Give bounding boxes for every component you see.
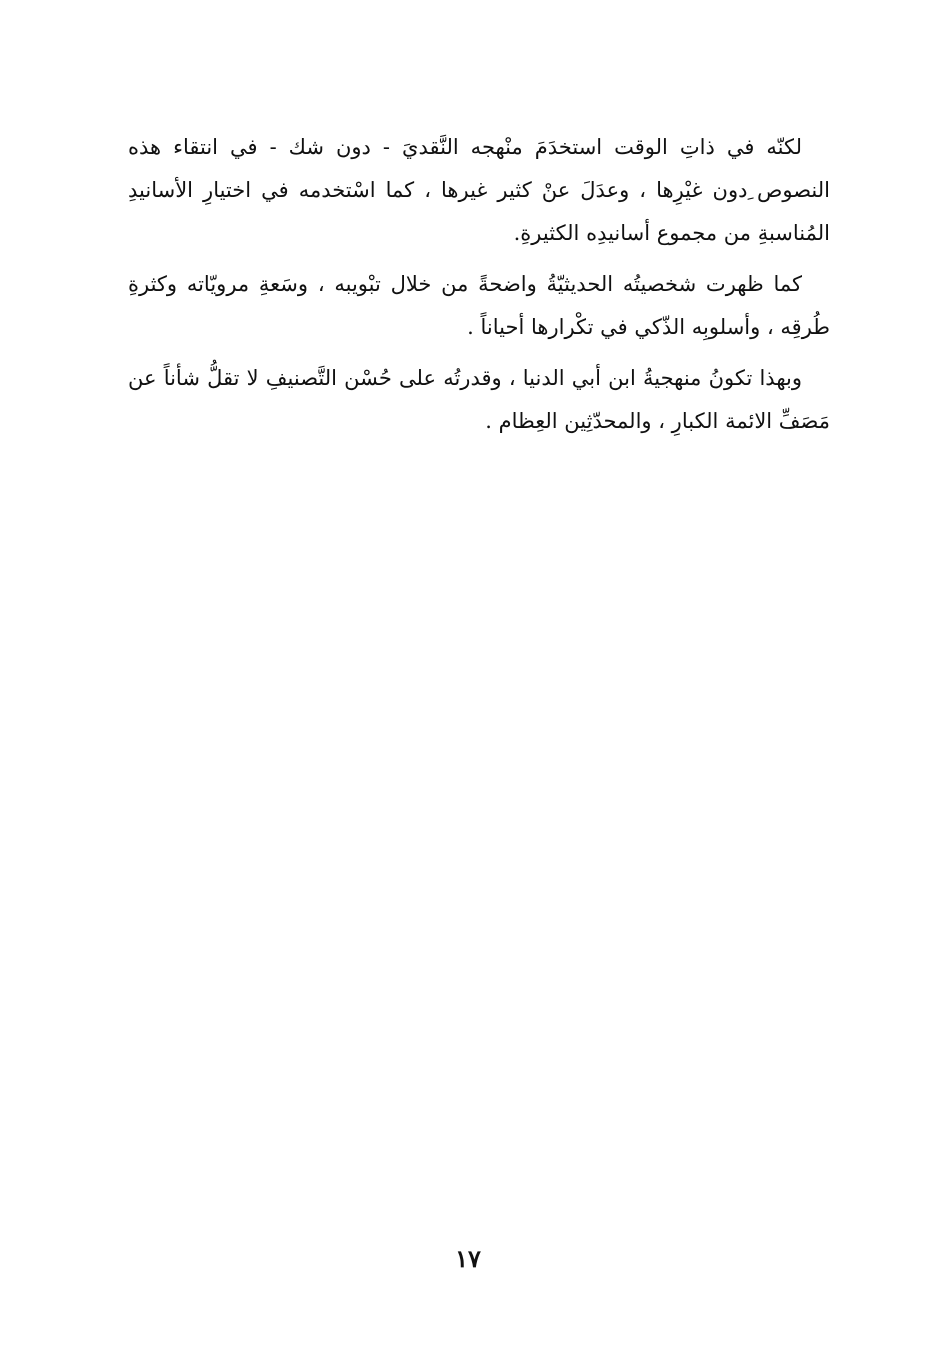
paragraph-3: وبهذا تكونُ منهجيةُ ابن أبي الدنيا ، وقدرتُه على حُسْن التَّصنيفِ لا تقلُّ شأناً عن مَصَفِّ الائمة الكبارِ ، والمحدّثِين العِظام .	[128, 366, 830, 433]
body-text	[128, 126, 830, 451]
paragraph-1: لكنّه في ذاتِ الوقت استخدَمَ منْهجه النَّقديَ - دون شك - في انتقاء هذه النصوص ِدون غيْرِها ، وعدَلَ عنْ كثير غيرها ، كما اسْتخدمه في اختيارِ الأسانيدِ المُناسبةِ من مجموع أسانيدِه الكثيرةِ.	[128, 135, 830, 245]
paragraph-2: كما ظهرت شخصيتُه الحديثيّةُ واضحةً من خلال تبْويبه ، وسَعةِ مرويّاته وكثرةِ طُرقِه ، وأسلوبِه الذّكي في تكْرارها أحياناً .	[128, 272, 830, 339]
page-number: ١٧	[455, 1244, 481, 1273]
